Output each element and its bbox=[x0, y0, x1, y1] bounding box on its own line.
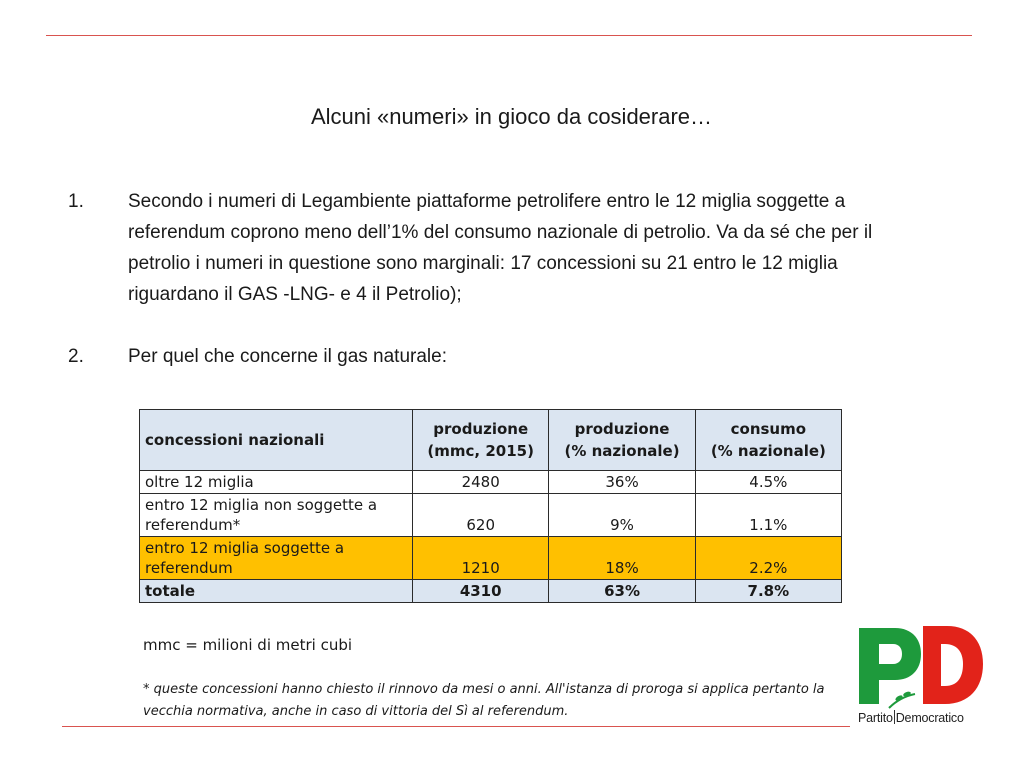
list-item bbox=[68, 341, 928, 372]
row-production: 4310 bbox=[413, 580, 549, 603]
row-name: oltre 12 miglia bbox=[140, 471, 413, 494]
header-consumption-pct-line2: (% nazionale) bbox=[710, 442, 826, 460]
list-item bbox=[68, 186, 928, 310]
top-divider bbox=[46, 35, 972, 36]
row-production-pct: 36% bbox=[549, 471, 695, 494]
unit-note: mmc = milioni di metri cubi bbox=[143, 636, 353, 654]
bottom-divider bbox=[62, 726, 850, 727]
header-consumption-pct-line1: consumo bbox=[730, 420, 807, 438]
list-number: 1. bbox=[68, 191, 84, 212]
bullet-list bbox=[68, 186, 928, 372]
header-concessions-label: concessioni nazionali bbox=[145, 431, 325, 449]
row-consumption-pct: 1.1% bbox=[695, 494, 841, 537]
row-production-pct: 63% bbox=[549, 580, 695, 603]
partito-democratico-logo bbox=[855, 624, 985, 732]
row-production: 620 bbox=[413, 494, 549, 537]
row-name: entro 12 miglia non soggette a referendum* bbox=[140, 494, 413, 537]
logo-separator bbox=[894, 710, 895, 724]
header-production bbox=[413, 410, 549, 471]
row-production-pct: 18% bbox=[549, 537, 695, 580]
row-consumption-pct: 4.5% bbox=[695, 471, 841, 494]
logo-caption bbox=[858, 710, 964, 725]
logo-p-shape bbox=[859, 628, 921, 704]
table-row bbox=[140, 471, 842, 494]
list-number: 2. bbox=[68, 346, 84, 367]
logo-word-democratico: Democratico bbox=[895, 711, 964, 725]
slide-title: Alcuni «numeri» in gioco da cosiderare… bbox=[310, 104, 713, 129]
header-concessions bbox=[140, 410, 413, 471]
row-consumption-pct: 7.8% bbox=[695, 580, 841, 603]
row-production-pct: 9% bbox=[549, 494, 695, 537]
header-production-pct-line2: (% nazionale) bbox=[564, 442, 680, 460]
header-production-pct bbox=[549, 410, 695, 471]
row-production: 2480 bbox=[413, 471, 549, 494]
row-consumption-pct: 2.2% bbox=[695, 537, 841, 580]
table-row-highlighted bbox=[140, 537, 842, 580]
gas-concessions-table bbox=[139, 409, 842, 603]
list-text: Per quel che concerne il gas naturale: bbox=[128, 346, 447, 367]
table-row-total bbox=[140, 580, 842, 603]
table-header-row bbox=[140, 410, 842, 471]
table-row bbox=[140, 494, 842, 537]
list-text: Secondo i numeri di Legambiente piattaforme petrolifere entro le 12 miglia soggette a referendum coprono meno dell’1% del consumo nazionale di petrolio. Va da sé che per il petrolio i numeri in questione sono marginali: 17 concessioni su 21 entro le 12 miglia riguardano il GAS -LNG- e 4 il Petrolio); bbox=[128, 191, 873, 305]
row-production: 1210 bbox=[413, 537, 549, 580]
header-production-pct-line1: produzione bbox=[574, 420, 670, 438]
header-production-line1: produzione bbox=[433, 420, 529, 438]
header-consumption-pct bbox=[695, 410, 841, 471]
logo-word-partito: Partito bbox=[858, 711, 893, 725]
header-production-line2: (mmc, 2015) bbox=[427, 442, 534, 460]
logo-d-shape bbox=[923, 626, 983, 704]
row-name: entro 12 miglia soggette a referendum bbox=[140, 537, 413, 580]
row-name: totale bbox=[140, 580, 413, 603]
pd-logo-icon bbox=[855, 624, 985, 710]
footnote: * queste concessioni hanno chiesto il rinnovo da mesi o anni. All'istanza di proroga si applica pertanto la vecchia normativa, anche in caso di vittoria del Sì al referendum. bbox=[143, 682, 825, 719]
